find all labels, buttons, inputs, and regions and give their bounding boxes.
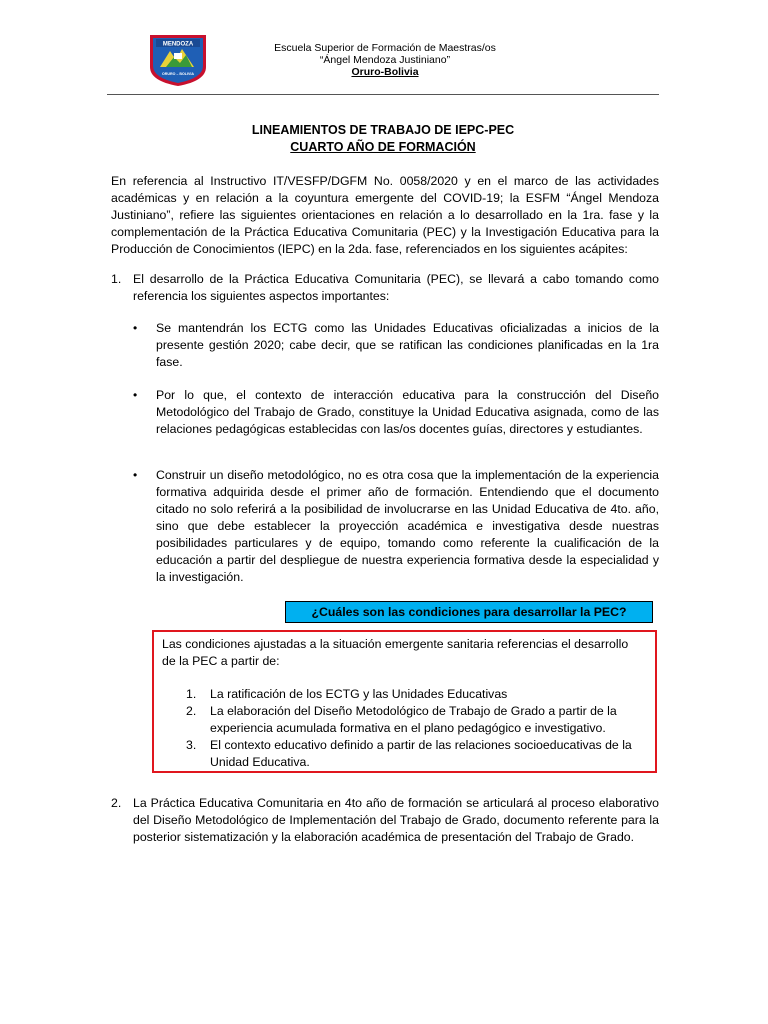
institution-header (240, 42, 530, 78)
condition-number: 1. (186, 687, 197, 701)
logo-bottom-text: ORURO – BOLIVIA (162, 72, 194, 76)
school-patron: “Ángel Mendoza Justiniano” (319, 54, 451, 66)
school-logo (148, 33, 208, 87)
bullet-text: Por lo que, el contexto de interacción educativa para la construcción del Diseño Metodológico del Trabajo de Grado, constituye la Unidad Educativa asignada, como de las relaciones pedagógicas establecidas con las/os docentes guías, directores y estudiantes. (156, 388, 659, 436)
bullet-item (133, 467, 659, 586)
item-number: 2. (111, 796, 122, 810)
conditions-box (152, 630, 657, 773)
conditions-lead: Las condiciones ajustadas a la situación emergente sanitaria referencias el desarrollo de la PEC a partir de: (162, 637, 629, 668)
condition-number: 3. (186, 738, 197, 752)
condition-text: La ratificación de los ECTG y las Unidades Educativas (210, 687, 508, 701)
school-name: Escuela Superior de Formación de Maestras/os (274, 42, 496, 54)
bullet-item (133, 320, 659, 371)
bullet-mark: • (133, 468, 138, 482)
intro-paragraph: En referencia al Instructivo IT/VESFP/DGFM No. 0058/2020 y en el marco de las actividades académicas y en relación a la coyuntura emergente del COVID-19; la ESFM “Ángel Mendoza Justiniano”, refiere las siguientes orientaciones en relación a lo desarrollado en la 1ra. fase y la complementación de la Práctica Educativa Comunitaria (PEC) y la Investigación Educativa para la Producción de Conocimientos (IEPC) en la 2da. fase, referenciados en los siguientes acápites: (111, 174, 659, 256)
logo-top-text: MENDOZA (162, 41, 194, 48)
condition-text: El contexto educativo definido a partir de las relaciones socioeducativas de la Unidad Educativa. (210, 738, 632, 769)
header-divider (107, 94, 659, 95)
condition-item (186, 737, 644, 771)
bullet-mark: • (133, 388, 138, 402)
numbered-item-2 (111, 795, 659, 846)
item-number: 1. (111, 272, 122, 286)
question-callout: ¿Cuáles son las condiciones para desarrollar la PEC? (285, 601, 653, 623)
item-text: El desarrollo de la Práctica Educativa Comunitaria (PEC), se llevará a cabo tomando como referencia los siguientes aspectos importantes: (133, 272, 659, 303)
numbered-item-1 (111, 271, 659, 305)
document-subtitle: CUARTO AÑO DE FORMACIÓN (290, 140, 476, 154)
condition-text: La elaboración del Diseño Metodológico de Trabajo de Grado a partir de la experiencia acumulada formativa en el plano pedagógico e investigativo. (210, 704, 617, 735)
document-title: LINEAMIENTOS DE TRABAJO DE IEPC-PEC (251, 123, 515, 137)
bullet-item (133, 387, 659, 438)
item-text: La Práctica Educativa Comunitaria en 4to año de formación se articulará al proceso elaborativo del Diseño Metodológico de Implementación del Trabajo de Grado, documento referente para la posterior sistematización y la elaboración académica de presentación del Trabajo de Grado. (133, 796, 659, 844)
bullet-mark: • (133, 321, 138, 335)
condition-item (186, 703, 644, 737)
school-location: Oruro-Bolivia (351, 66, 419, 78)
condition-item (186, 686, 644, 703)
bullet-text: Construir un diseño metodológico, no es otra cosa que la implementación de la experiencia formativa adquirida desde el primer año de formación. Entendiendo que el documento citado no solo referirá a la posibilidad de involucrarse en las Unidad Educativa de 4to. año, sino que debe establecer la proyección académica e investigativa desde nuestras posibilidades particulares y de equipo, tomando como referente la cualificación de la educación a partir del despliegue de nuestra experiencia formativa desde la especialidad y la investigación. (156, 468, 659, 584)
bullet-text: Se mantendrán los ECTG como las Unidades Educativas oficializadas a inicios de la presente gestión 2020; cabe decir, que se ratifican las condiciones planificadas en la 1ra fase. (156, 321, 659, 369)
condition-number: 2. (186, 704, 197, 718)
